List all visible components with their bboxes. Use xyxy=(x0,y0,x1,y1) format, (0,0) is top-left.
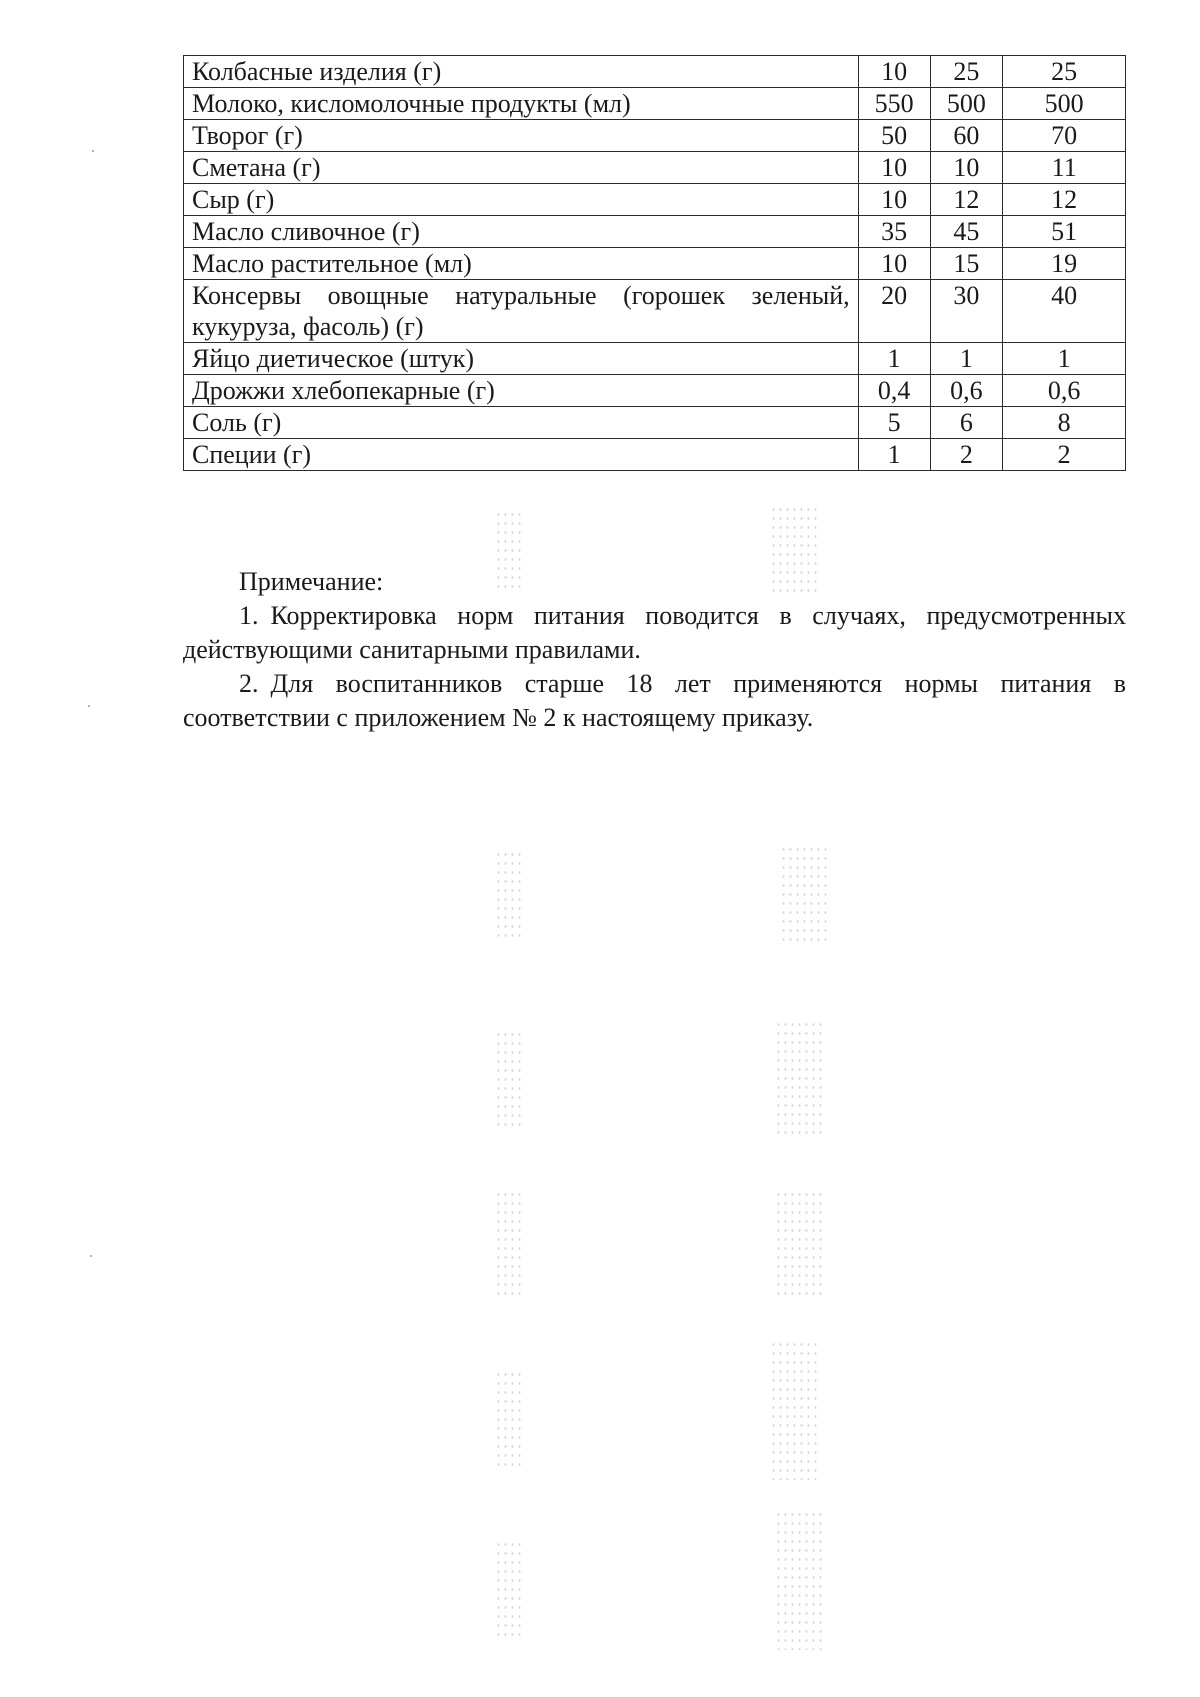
food-norms-table xyxy=(183,55,1126,471)
norm-value: 30 xyxy=(930,280,1003,343)
table-row xyxy=(184,88,1126,120)
product-name: Дрожжи хлебопекарные (г) xyxy=(184,375,859,407)
norm-value: 1 xyxy=(1003,343,1126,375)
norm-value: 8 xyxy=(1003,407,1126,439)
norm-value: 0,4 xyxy=(858,375,930,407)
product-name: Масло сливочное (г) xyxy=(184,216,859,248)
table-row xyxy=(184,248,1126,280)
scan-speck xyxy=(88,705,90,707)
table-row xyxy=(184,56,1126,88)
norm-value: 12 xyxy=(1003,184,1126,216)
norm-value: 2 xyxy=(1003,439,1126,471)
scan-noise xyxy=(495,1030,525,1130)
table-row xyxy=(184,407,1126,439)
scan-noise xyxy=(775,1190,825,1300)
product-name: Яйцо диетическое (штук) xyxy=(184,343,859,375)
norm-value: 10 xyxy=(858,184,930,216)
scan-noise xyxy=(495,850,525,940)
norm-value: 20 xyxy=(858,280,930,343)
norm-value: 25 xyxy=(930,56,1003,88)
scan-noise xyxy=(495,1370,525,1470)
product-name: Соль (г) xyxy=(184,407,859,439)
norm-value: 70 xyxy=(1003,120,1126,152)
table-row xyxy=(184,216,1126,248)
product-name: Сметана (г) xyxy=(184,152,859,184)
table-row xyxy=(184,375,1126,407)
note-item-number: 1. xyxy=(239,601,259,630)
scan-speck xyxy=(92,150,94,152)
scan-noise xyxy=(770,1340,820,1480)
table-row xyxy=(184,343,1126,375)
product-name: Колбасные изделия (г) xyxy=(184,56,859,88)
scan-noise xyxy=(775,1510,825,1650)
norm-value: 0,6 xyxy=(1003,375,1126,407)
norm-value: 0,6 xyxy=(930,375,1003,407)
norm-value: 25 xyxy=(1003,56,1126,88)
norm-value: 1 xyxy=(858,343,930,375)
product-name: Консервы овощные натуральные (горошек зеленый, кукуруза, фасоль) (г) xyxy=(184,280,859,343)
note-item xyxy=(183,599,1126,667)
note-item-text: Корректировка норм питания поводится в случаях, предусмотренных действующими санитарными правилами. xyxy=(183,601,1126,664)
norm-value: 51 xyxy=(1003,216,1126,248)
norm-value: 19 xyxy=(1003,248,1126,280)
note-section xyxy=(183,565,1126,735)
table-row xyxy=(184,152,1126,184)
norm-value: 12 xyxy=(930,184,1003,216)
norm-value: 500 xyxy=(930,88,1003,120)
norm-value: 11 xyxy=(1003,152,1126,184)
norm-value: 500 xyxy=(1003,88,1126,120)
norm-value: 10 xyxy=(858,248,930,280)
scan-speck xyxy=(90,1255,92,1257)
norm-value: 2 xyxy=(930,439,1003,471)
norm-value: 45 xyxy=(930,216,1003,248)
norm-value: 40 xyxy=(1003,280,1126,343)
norm-value: 550 xyxy=(858,88,930,120)
product-name: Специи (г) xyxy=(184,439,859,471)
table-row xyxy=(184,120,1126,152)
norm-value: 6 xyxy=(930,407,1003,439)
scan-noise xyxy=(495,1540,525,1640)
product-name: Творог (г) xyxy=(184,120,859,152)
norm-value: 10 xyxy=(858,152,930,184)
norm-value: 10 xyxy=(858,56,930,88)
norm-value: 5 xyxy=(858,407,930,439)
table-row xyxy=(184,280,1126,343)
note-item xyxy=(183,667,1126,735)
scan-noise xyxy=(495,1190,525,1300)
norm-value: 1 xyxy=(930,343,1003,375)
table-row xyxy=(184,439,1126,471)
note-item-text: Для воспитанников старше 18 лет применяются нормы питания в соответствии с приложением № 2 к настоящему приказу. xyxy=(183,669,1126,732)
scan-noise xyxy=(775,1020,825,1140)
product-name: Сыр (г) xyxy=(184,184,859,216)
norm-value: 60 xyxy=(930,120,1003,152)
product-name: Молоко, кисломолочные продукты (мл) xyxy=(184,88,859,120)
norm-value: 50 xyxy=(858,120,930,152)
norm-value: 35 xyxy=(858,216,930,248)
table-row xyxy=(184,184,1126,216)
norm-value: 10 xyxy=(930,152,1003,184)
norm-value: 15 xyxy=(930,248,1003,280)
note-item-number: 2. xyxy=(239,669,259,698)
norm-value: 1 xyxy=(858,439,930,471)
product-name: Масло растительное (мл) xyxy=(184,248,859,280)
note-heading: Примечание: xyxy=(239,567,384,596)
scan-noise xyxy=(780,845,830,945)
